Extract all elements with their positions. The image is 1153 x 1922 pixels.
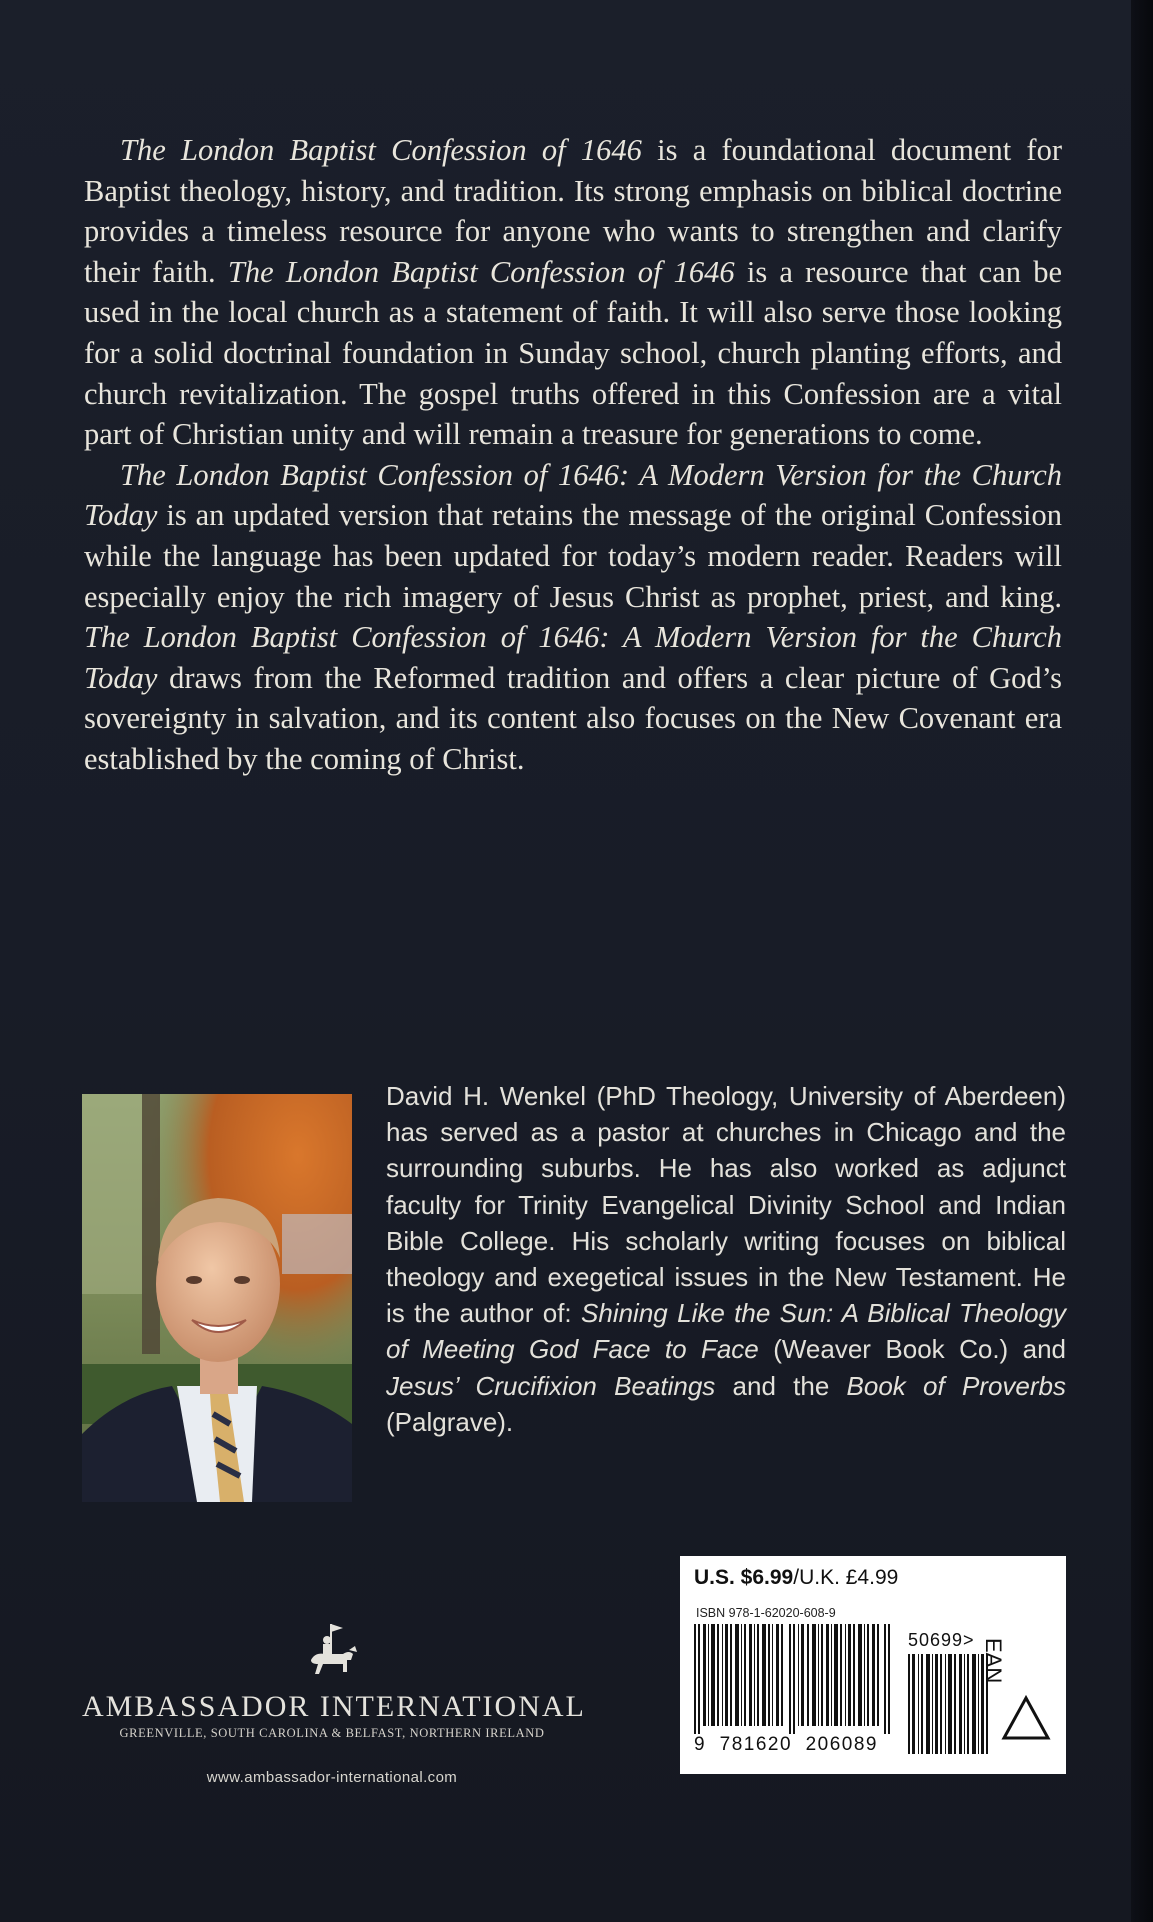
description-text: is a foundational document for Baptist theology, history, and tradition. Its strong emphasis on biblical doctrine provides a timeless resource for anyone who wants to strengthen and clarify their faith.: [84, 133, 1062, 289]
book-title: Jesus’ Crucifixion Beatings: [386, 1370, 716, 1401]
author-portrait-image: [82, 1094, 352, 1502]
description-paragraph-2: [84, 455, 1062, 780]
description-text: is an updated version that retains the message of the original Confession while the language has been updated for today’s modern reader. Readers will especially enjoy the rich imagery of Jesus Christ as prophet, priest, and king.: [84, 498, 1062, 614]
horse-rider-with-flag-icon: [305, 1620, 359, 1680]
publisher-block: [82, 1620, 586, 1786]
book-title: The London Baptist Confession of 1646: [120, 133, 642, 167]
bio-text: (Palgrave).: [386, 1406, 514, 1437]
book-title: Shining Like the Sun: A Biblical Theology of Meeting God Face to Face: [386, 1298, 1066, 1365]
addon-digits: 50699>: [908, 1630, 975, 1650]
price-us: U.S. $6.99: [694, 1566, 794, 1589]
author-photo: [82, 1094, 352, 1502]
author-bio: [386, 1078, 1066, 1440]
publisher-url: www.ambassador-international.com: [206, 1769, 458, 1786]
bio-text: (Weaver Book Co.) and: [758, 1334, 1067, 1365]
book-title: The London Baptist Confession of 1646: A Modern Version for the Church Today: [84, 457, 1062, 533]
book-description: [84, 130, 1062, 780]
description-paragraph-1: [84, 130, 1062, 455]
publisher-location: GREENVILLE, SOUTH CAROLINA & BELFAST, NORTHERN IRELAND: [119, 1726, 545, 1740]
price-uk: /U.K. £4.99: [793, 1566, 899, 1589]
bio-text: and the: [715, 1370, 847, 1401]
price: [694, 1566, 898, 1590]
book-title: Book of Proverbs: [846, 1370, 1067, 1401]
triangle-icon: [1000, 1694, 1052, 1742]
barcode-label: [680, 1556, 1066, 1774]
isbn-text: ISBN 978-1-62020-608-9: [696, 1606, 836, 1620]
publisher-name: AMBASSADOR INTERNATIONAL: [82, 1690, 586, 1723]
book-title: The London Baptist Confession of 1646: A Modern Version for the Church Today: [84, 620, 1062, 695]
isbn-barcode: [692, 1624, 896, 1734]
barcode-digits: 9 781620 206089: [694, 1734, 878, 1755]
cover-edge: [1131, 0, 1153, 1922]
bio-text: David H. Wenkel (PhD Theology, University of Aberdeen) has served as a pastor at churches in Chicago and the surrounding suburbs. He has also worked as adjunct faculty for Trinity Evangelical Divinity School and Indian Bible College. His scholarly writing focuses on biblical theology and exegetical issues in the New Testament. He is the author of:: [386, 1081, 1066, 1329]
description-text: draws from the Reformed tradition and offers a clear picture of God’s sovereignty in salvation, and its content also focuses on the New Covenant era established by the coming of Christ.: [84, 660, 1062, 776]
ean-label: EAN: [981, 1638, 1006, 1684]
book-title: The London Baptist Confession of 1646: [227, 254, 735, 289]
description-text: is a resource that can be used in the local church as a statement of faith. It will also serve those looking for a solid doctrinal foundation in Sunday school, church planting efforts, and church revitalization. The gospel truths offered in this Confession are a vital part of Christian unity and will remain a treasure for generations to come.: [84, 254, 1062, 452]
